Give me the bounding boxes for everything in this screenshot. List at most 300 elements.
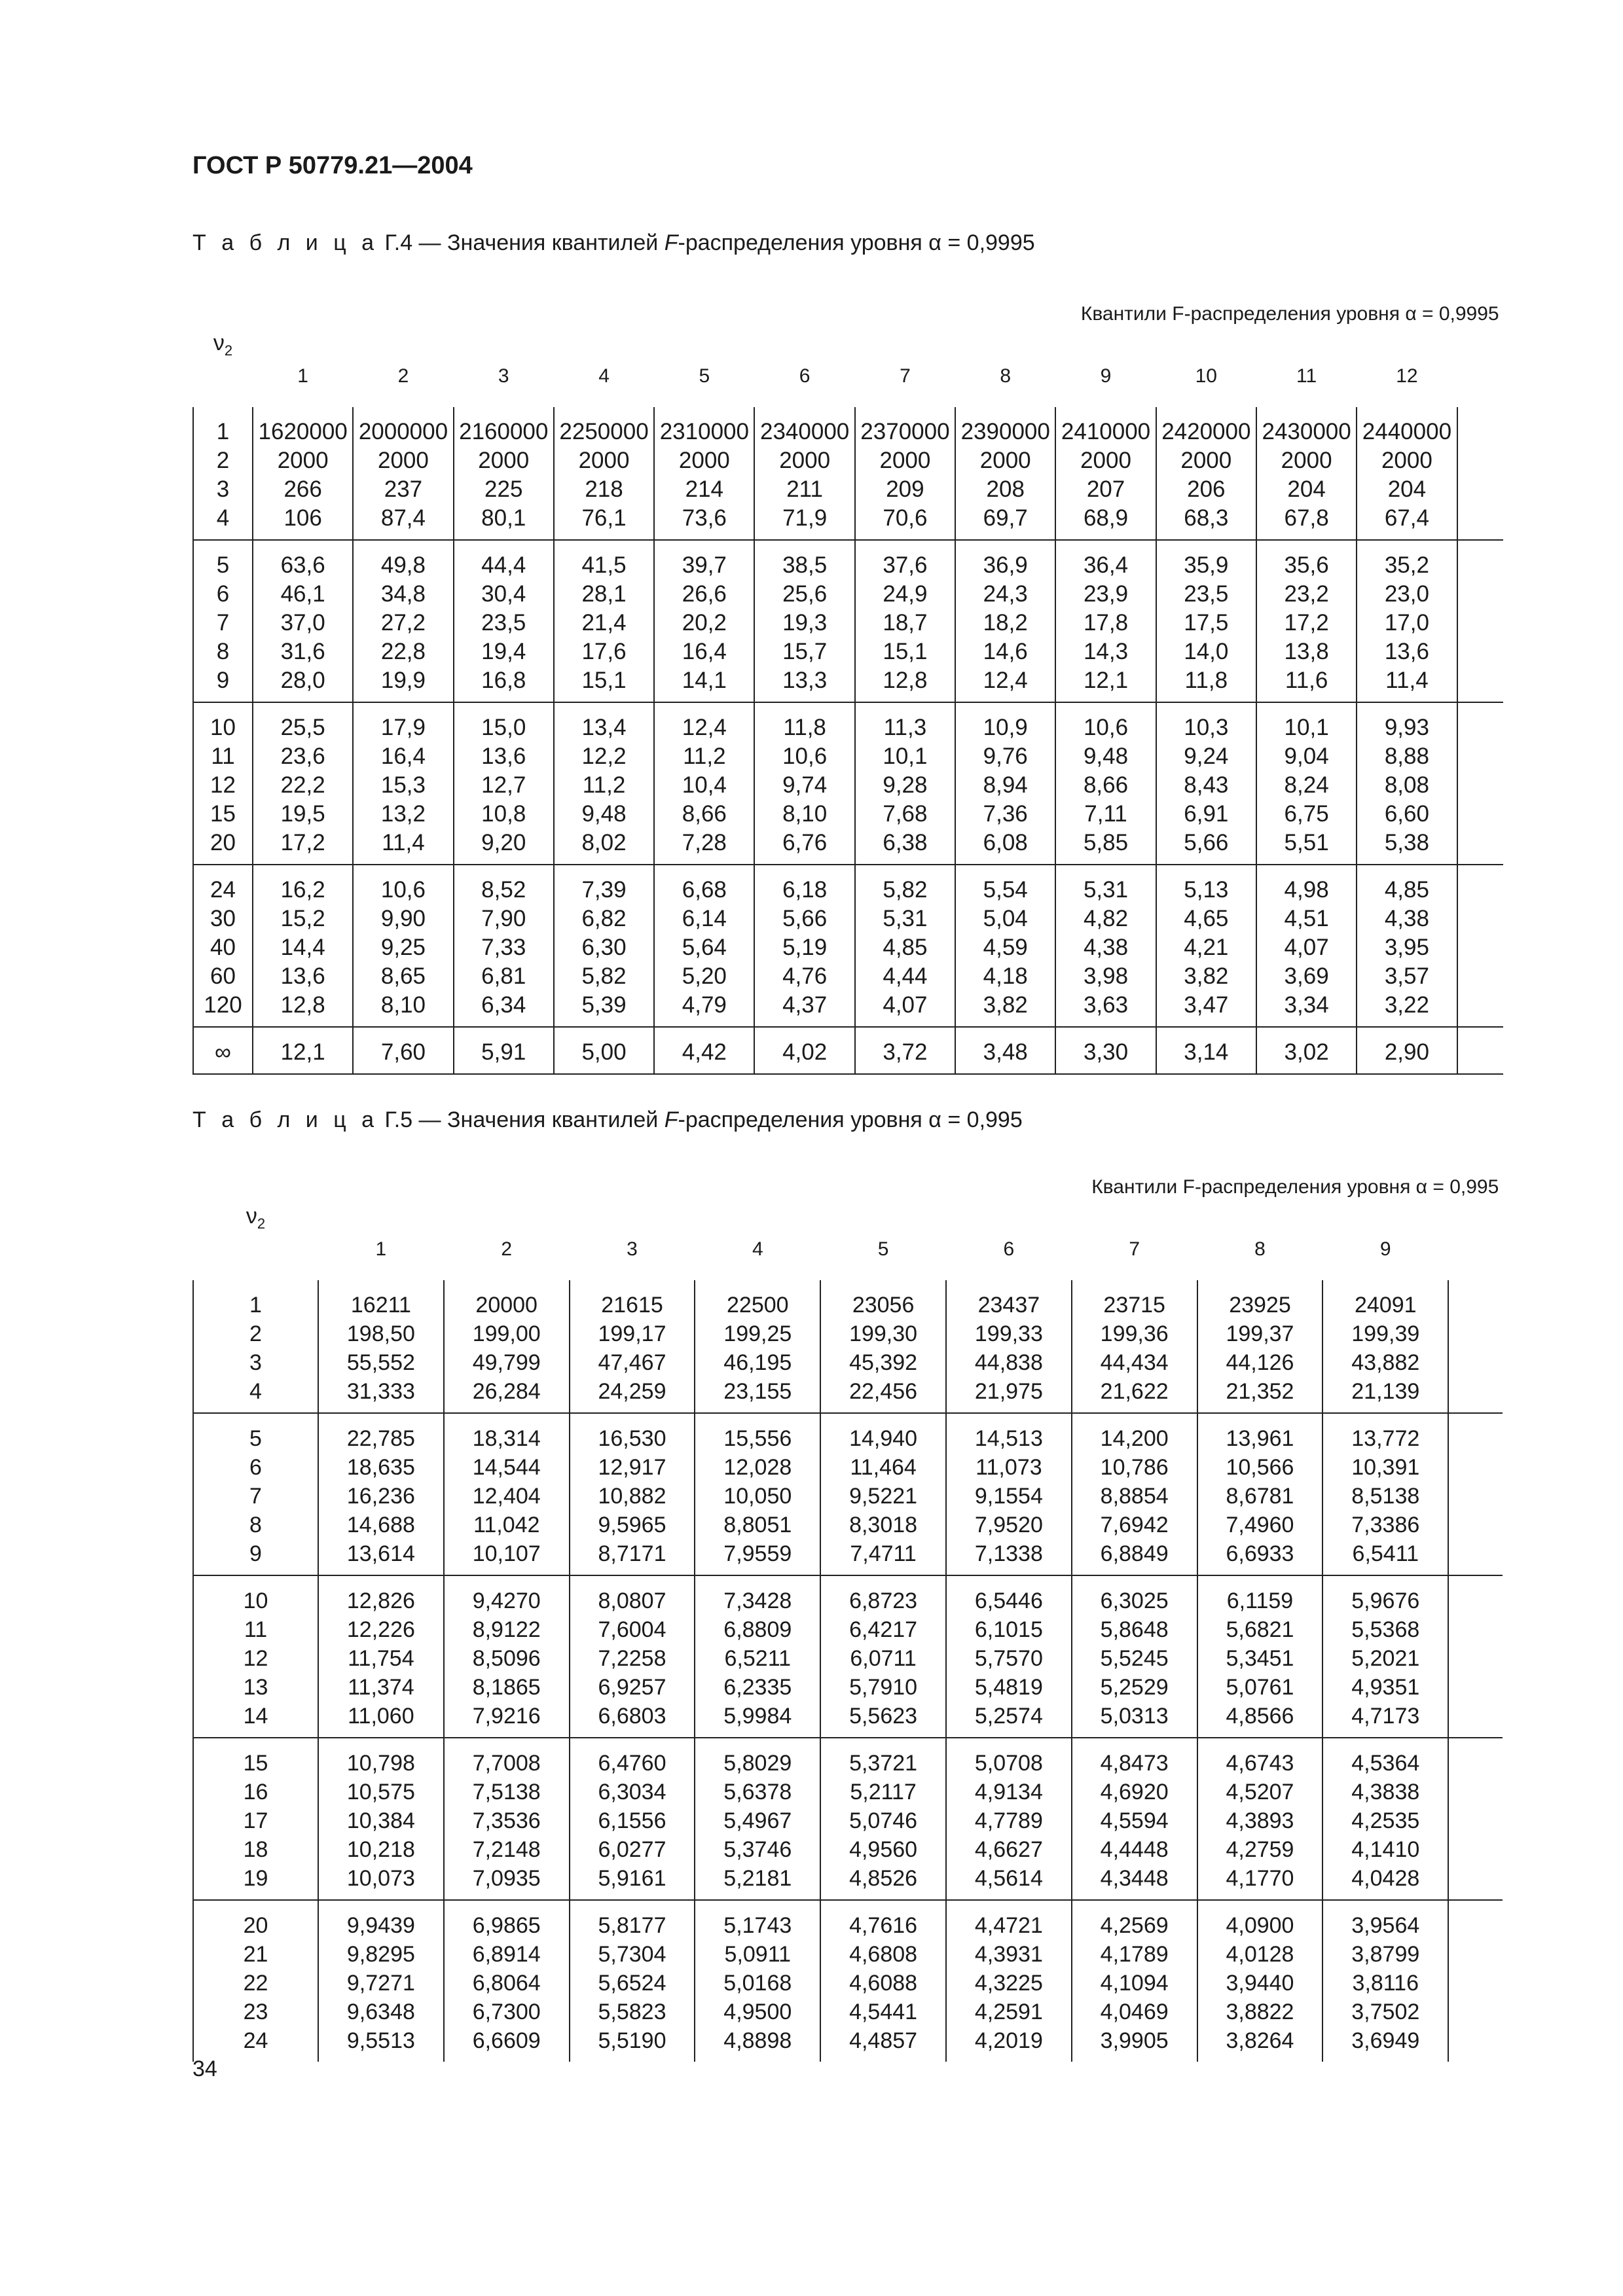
quantile-cell: 38,5	[754, 540, 854, 580]
quantiles-span-header	[318, 1156, 1503, 1219]
quantile-cell: 15,556	[695, 1413, 820, 1453]
quantile-cell: 7,7008	[444, 1738, 570, 1778]
column-header-nu1-8: 8	[1254, 1238, 1266, 1260]
table-row	[193, 1511, 1503, 1539]
quantile-cell: 5,9984	[695, 1702, 820, 1738]
quantile-cell: 10,073	[318, 1864, 444, 1900]
quantile-cell: 4,5594	[1072, 1806, 1197, 1835]
quantile-cell: 49,799	[444, 1348, 570, 1377]
quantile-cell: 5,8648	[1072, 1615, 1197, 1644]
quantile-cell: 225	[454, 475, 554, 504]
quantile-cell: 4,07	[1256, 933, 1357, 962]
quantile-cell: 5,82	[855, 865, 955, 905]
quantile-cell: 10,798	[318, 1738, 444, 1778]
continuation-cell	[1448, 1673, 1503, 1702]
quantile-cell: 5,31	[855, 905, 955, 933]
row-group	[193, 1575, 1503, 1738]
nu2-value: 9	[193, 1539, 318, 1575]
quantile-cell: 7,6942	[1072, 1511, 1197, 1539]
quantile-cell: 21,622	[1072, 1377, 1197, 1413]
quantile-cell: 4,9500	[695, 1998, 820, 2026]
quantile-cell: 4,0469	[1072, 1998, 1197, 2026]
table-row	[193, 1702, 1503, 1738]
column-header-nu1-11: 11	[1296, 365, 1317, 387]
document-header: ГОСТ Р 50779.21—2004	[192, 152, 473, 179]
quantile-cell: 2000000	[353, 407, 453, 446]
quantile-cell: 4,82	[1055, 905, 1156, 933]
quantile-cell: 70,6	[855, 504, 955, 540]
quantile-cell: 23437	[946, 1280, 1072, 1319]
quantile-cell: 28,0	[253, 666, 353, 702]
table-row	[193, 933, 1503, 962]
continuation-cell	[1448, 1511, 1503, 1539]
column-header-nu1-9: 9	[1379, 1238, 1391, 1260]
quantile-cell: 21,975	[946, 1377, 1072, 1413]
table-row	[193, 1453, 1503, 1482]
quantile-cell: 5,5245	[1072, 1644, 1197, 1673]
quantile-cell: 5,13	[1156, 865, 1256, 905]
quantile-cell: 5,04	[955, 905, 1055, 933]
table-row	[193, 1806, 1503, 1835]
quantile-cell: 199,25	[695, 1319, 820, 1348]
quantile-cell: 8,65	[353, 962, 453, 991]
quantile-cell: 199,39	[1322, 1319, 1448, 1348]
quantile-cell: 19,3	[754, 609, 854, 637]
quantile-cell: 3,95	[1357, 933, 1457, 962]
column-header-nu1-4: 4	[752, 1238, 763, 1260]
nu2-value: 7	[193, 1482, 318, 1511]
quantile-cell: 4,3225	[946, 1969, 1072, 1998]
quantile-cell: 4,5441	[820, 1998, 946, 2026]
quantile-cell: 9,90	[353, 905, 453, 933]
quantile-cell: 23925	[1197, 1280, 1323, 1319]
quantile-cell: 22,2	[253, 771, 353, 800]
quantile-cell: 17,0	[1357, 609, 1457, 637]
quantile-cell: 37,6	[855, 540, 955, 580]
quantile-cell: 8,3018	[820, 1511, 946, 1539]
nu2-value: 22	[193, 1969, 318, 1998]
quantile-cell: 6,5446	[946, 1575, 1072, 1615]
quantile-cell: 24,259	[570, 1377, 695, 1413]
row-group	[193, 407, 1503, 540]
table-row	[193, 991, 1503, 1027]
quantile-cell: 3,9564	[1322, 1900, 1448, 1940]
quantile-cell: 15,1	[855, 637, 955, 666]
quantile-cell: 10,107	[444, 1539, 570, 1575]
continuation-cell	[1448, 1702, 1503, 1738]
quantile-cell: 199,17	[570, 1319, 695, 1348]
table-row	[193, 1738, 1503, 1778]
quantile-cell: 4,79	[654, 991, 754, 1027]
quantile-cell: 4,7173	[1322, 1702, 1448, 1738]
quantile-cell: 9,76	[955, 742, 1055, 771]
quantile-cell: 24091	[1322, 1280, 1448, 1319]
quantile-cell: 16,4	[654, 637, 754, 666]
column-header-nu1-1: 1	[375, 1238, 387, 1260]
nu2-value: 2	[193, 1319, 318, 1348]
quantile-cell: 9,1554	[946, 1482, 1072, 1511]
continuation-cell	[1448, 1453, 1503, 1482]
quantile-cell: 4,2591	[946, 1998, 1072, 2026]
quantile-cell: 8,5138	[1322, 1482, 1448, 1511]
quantile-cell: 5,2021	[1322, 1644, 1448, 1673]
quantile-cell: 4,2569	[1072, 1900, 1197, 1940]
quantile-cell: 10,218	[318, 1835, 444, 1864]
quantile-cell: 45,392	[820, 1348, 946, 1377]
quantile-cell: 4,0128	[1197, 1940, 1323, 1969]
quantile-cell: 3,7502	[1322, 1998, 1448, 2026]
quantile-cell: 4,5364	[1322, 1738, 1448, 1778]
quantile-cell: 8,8854	[1072, 1482, 1197, 1511]
quantile-cell: 5,66	[1156, 829, 1256, 865]
table-5	[192, 1156, 1503, 2062]
quantile-cell: 18,314	[444, 1413, 570, 1453]
quantile-cell: 4,3448	[1072, 1864, 1197, 1900]
quantile-cell: 14,940	[820, 1413, 946, 1453]
nu2-value: 5	[193, 1413, 318, 1453]
nu2-value: 23	[193, 1998, 318, 2026]
page-number: 34	[192, 2056, 217, 2081]
quantile-cell: 55,552	[318, 1348, 444, 1377]
quantile-cell: 8,52	[454, 865, 554, 905]
continuation-cell	[1457, 829, 1503, 865]
quantile-cell: 2310000	[654, 407, 754, 446]
continuation-cell	[1448, 1615, 1503, 1644]
continuation-cell	[1457, 475, 1503, 504]
table-row	[193, 475, 1503, 504]
quantile-cell: 41,5	[554, 540, 654, 580]
quantile-cell: 9,5513	[318, 2026, 444, 2062]
quantile-cell: 25,6	[754, 580, 854, 609]
quantile-cell: 5,9676	[1322, 1575, 1448, 1615]
quantile-cell: 9,7271	[318, 1969, 444, 1998]
quantile-cell: 4,6627	[946, 1835, 1072, 1864]
quantile-cell: 3,14	[1156, 1027, 1256, 1074]
quantile-cell: 37,0	[253, 609, 353, 637]
quantile-cell: 36,4	[1055, 540, 1156, 580]
quantile-cell: 2000	[754, 446, 854, 475]
quantile-cell: 5,3746	[695, 1835, 820, 1864]
quantile-cell: 3,6949	[1322, 2026, 1448, 2062]
continuation-cell	[1457, 609, 1503, 637]
continuation-cell	[1448, 1413, 1503, 1453]
table-row	[193, 407, 1503, 446]
quantile-cell: 6,60	[1357, 800, 1457, 829]
quantile-cell: 7,4711	[820, 1539, 946, 1575]
quantile-cell: 199,37	[1197, 1319, 1323, 1348]
quantile-cell: 4,0900	[1197, 1900, 1323, 1940]
quantile-cell: 4,2759	[1197, 1835, 1323, 1864]
quantile-cell: 6,68	[654, 865, 754, 905]
quantile-cell: 9,74	[754, 771, 854, 800]
table-row	[193, 771, 1503, 800]
quantile-cell: 199,00	[444, 1319, 570, 1348]
quantile-cell: 5,2181	[695, 1864, 820, 1900]
column-header-nu1-8: 8	[1000, 365, 1012, 387]
table-4	[192, 283, 1503, 1075]
quantile-cell: 266	[253, 475, 353, 504]
column-header-nu1-6: 6	[1003, 1238, 1015, 1260]
continuation-cell	[1457, 446, 1503, 475]
quantile-cell: 5,0761	[1197, 1673, 1323, 1702]
continuation-cell	[1457, 637, 1503, 666]
nu2-value: 20	[193, 1900, 318, 1940]
quantile-cell: 218	[554, 475, 654, 504]
quantile-cell: 3,9440	[1197, 1969, 1323, 1998]
quantile-cell: 8,66	[654, 800, 754, 829]
column-header-nu1-1: 1	[297, 365, 308, 387]
quantile-cell: 19,4	[454, 637, 554, 666]
quantile-cell: 13,961	[1197, 1413, 1323, 1453]
continuation-cell	[1448, 1319, 1503, 1348]
continuation-cell	[1448, 1806, 1503, 1835]
quantile-cell: 6,30	[554, 933, 654, 962]
quantile-cell: 6,3025	[1072, 1575, 1197, 1615]
nu2-value: 10	[193, 702, 253, 742]
span-header-text: Квантили F-распределения уровня α = 0,995	[1091, 1176, 1499, 1198]
quantile-cell: 4,42	[654, 1027, 754, 1074]
quantile-cell: 6,76	[754, 829, 854, 865]
quantile-cell: 5,5190	[570, 2026, 695, 2062]
quantile-cell: 8,02	[554, 829, 654, 865]
quantile-cell: 68,3	[1156, 504, 1256, 540]
table-row	[193, 1864, 1503, 1900]
continuation-cell	[1457, 407, 1503, 446]
continuation-cell	[1448, 1998, 1503, 2026]
quantile-cell: 12,2	[554, 742, 654, 771]
table-row	[193, 1413, 1503, 1453]
nu2-value: 6	[193, 580, 253, 609]
column-header-nu1-7: 7	[900, 365, 911, 387]
quantile-cell: 5,91	[454, 1027, 554, 1074]
quantile-cell: 13,614	[318, 1539, 444, 1575]
quantile-cell: 5,2529	[1072, 1673, 1197, 1702]
quantile-cell: 69,7	[955, 504, 1055, 540]
quantile-cell: 16,236	[318, 1482, 444, 1511]
quantile-cell: 5,66	[754, 905, 854, 933]
quantile-cell: 4,4721	[946, 1900, 1072, 1940]
quantile-cell: 11,374	[318, 1673, 444, 1702]
quantile-cell: 6,8809	[695, 1615, 820, 1644]
quantile-cell: 4,6808	[820, 1940, 946, 1969]
table-row	[193, 446, 1503, 475]
continuation-cell	[1448, 1940, 1503, 1969]
quantile-cell: 11,754	[318, 1644, 444, 1673]
column-header-nu1-10: 10	[1195, 365, 1217, 387]
quantile-cell: 14,1	[654, 666, 754, 702]
quantile-cell: 4,5614	[946, 1864, 1072, 1900]
quantile-cell: 23715	[1072, 1280, 1197, 1319]
column-header-nu1-9: 9	[1100, 365, 1112, 387]
row-group	[193, 1280, 1503, 1413]
continuation-cell	[1457, 666, 1503, 702]
quantile-cell: 5,54	[955, 865, 1055, 905]
quantile-cell: 6,4217	[820, 1615, 946, 1644]
quantile-cell: 4,1410	[1322, 1835, 1448, 1864]
quantile-cell: 13,6	[454, 742, 554, 771]
quantile-cell: 10,6	[353, 865, 453, 905]
nu2-value: 13	[193, 1673, 318, 1702]
quantile-cell: 16,4	[353, 742, 453, 771]
continuation-cell	[1457, 540, 1503, 580]
quantile-cell: 3,69	[1256, 962, 1357, 991]
quantile-cell: 4,5207	[1197, 1778, 1323, 1806]
quantile-cell: 4,2019	[946, 2026, 1072, 2062]
quantile-cell: 12,7	[454, 771, 554, 800]
quantile-cell: 199,30	[820, 1319, 946, 1348]
quantile-cell: 6,81	[454, 962, 554, 991]
quantile-cell: 17,5	[1156, 609, 1256, 637]
column-header-nu1-2: 2	[501, 1238, 513, 1260]
table-row	[193, 702, 1503, 742]
nu-symbol: ν	[213, 331, 225, 356]
quantile-cell: 11,2	[554, 771, 654, 800]
nu2-value: 4	[193, 504, 253, 540]
quantile-cell: 23,5	[454, 609, 554, 637]
quantile-cell: 12,917	[570, 1453, 695, 1482]
quantile-cell: 6,0711	[820, 1644, 946, 1673]
quantile-cell: 4,9351	[1322, 1673, 1448, 1702]
nu2-value: 4	[193, 1377, 318, 1413]
quantile-cell: 6,14	[654, 905, 754, 933]
quantile-cell: 2390000	[955, 407, 1055, 446]
continuation-cell	[1448, 1377, 1503, 1413]
table-row	[193, 1778, 1503, 1806]
quantile-cell: 4,59	[955, 933, 1055, 962]
quantile-cell: 24,9	[855, 580, 955, 609]
quantile-cell: 67,8	[1256, 504, 1357, 540]
nu2-value: 15	[193, 1738, 318, 1778]
quantile-cell: 11,6	[1256, 666, 1357, 702]
quantile-cell: 5,0313	[1072, 1702, 1197, 1738]
quantile-cell: 2420000	[1156, 407, 1256, 446]
quantile-cell: 16211	[318, 1280, 444, 1319]
quantile-cell: 4,6920	[1072, 1778, 1197, 1806]
quantile-cell: 76,1	[554, 504, 654, 540]
quantile-cell: 6,2335	[695, 1673, 820, 1702]
quantile-cell: 5,2117	[820, 1778, 946, 1806]
quantile-cell: 3,8116	[1322, 1969, 1448, 1998]
quantile-cell: 18,635	[318, 1453, 444, 1482]
quantile-cell: 9,25	[353, 933, 453, 962]
continuation-cell	[1457, 504, 1503, 540]
nu2-value: 20	[193, 829, 253, 865]
quantile-cell: 10,882	[570, 1482, 695, 1511]
continuation-cell	[1457, 865, 1503, 905]
nu2-value: 3	[193, 475, 253, 504]
quantile-cell: 13,2	[353, 800, 453, 829]
quantile-cell: 6,1159	[1197, 1575, 1323, 1615]
caption-text-b: -распределения уровня α = 0,995	[678, 1107, 1023, 1132]
continuation-cell	[1457, 771, 1503, 800]
table-row	[193, 1027, 1503, 1074]
quantile-cell: 4,38	[1357, 905, 1457, 933]
quantile-cell: 3,8822	[1197, 1998, 1323, 2026]
quantile-cell: 4,6088	[820, 1969, 946, 1998]
table-row	[193, 580, 1503, 609]
quantile-cell: 71,9	[754, 504, 854, 540]
nu2-value: 60	[193, 962, 253, 991]
quantile-cell: 6,5411	[1322, 1539, 1448, 1575]
quantile-cell: 2000	[454, 446, 554, 475]
quantile-cell: 3,82	[955, 991, 1055, 1027]
quantile-cell: 199,36	[1072, 1319, 1197, 1348]
quantile-cell: 8,88	[1357, 742, 1457, 771]
quantile-cell: 6,91	[1156, 800, 1256, 829]
quantile-cell: 5,4967	[695, 1806, 820, 1835]
caption-prefix: Т а б л и ц а	[192, 230, 379, 255]
quantile-cell: 9,24	[1156, 742, 1256, 771]
quantile-cell: 2000	[353, 446, 453, 475]
quantile-cell: 6,3034	[570, 1778, 695, 1806]
quantile-cell: 198,50	[318, 1319, 444, 1348]
quantile-cell: 7,2258	[570, 1644, 695, 1673]
quantile-cell: 2000	[1156, 446, 1256, 475]
quantile-cell: 4,8566	[1197, 1702, 1323, 1738]
quantile-cell: 87,4	[353, 504, 453, 540]
quantile-cell: 9,4270	[444, 1575, 570, 1615]
quantile-cell: 68,9	[1055, 504, 1156, 540]
quantile-cell: 13,6	[253, 962, 353, 991]
quantile-cell: 4,37	[754, 991, 854, 1027]
quantile-cell: 11,4	[1357, 666, 1457, 702]
continuation-cell	[1448, 2026, 1503, 2062]
quantile-cell: 3,82	[1156, 962, 1256, 991]
quantile-cell: 14,544	[444, 1453, 570, 1482]
quantile-cell: 7,33	[454, 933, 554, 962]
quantile-cell: 19,5	[253, 800, 353, 829]
nu2-value: 10	[193, 1575, 318, 1615]
quantile-cell: 21615	[570, 1280, 695, 1319]
quantile-cell: 34,8	[353, 580, 453, 609]
quantile-cell: 14,4	[253, 933, 353, 962]
table-row	[193, 1998, 1503, 2026]
quantile-cell: 7,5138	[444, 1778, 570, 1806]
quantile-cell: 12,028	[695, 1453, 820, 1482]
table-row	[193, 829, 1503, 865]
quantile-cell: 199,33	[946, 1319, 1072, 1348]
nu2-header	[193, 1156, 318, 1280]
quantile-cell: 4,07	[855, 991, 955, 1027]
quantile-cell: 7,28	[654, 829, 754, 865]
column-header-nu1-7: 7	[1129, 1238, 1140, 1260]
quantile-cell: 20,2	[654, 609, 754, 637]
quantile-cell: 6,34	[454, 991, 554, 1027]
quantile-cell: 36,9	[955, 540, 1055, 580]
quantile-cell: 9,48	[554, 800, 654, 829]
quantile-cell: 21,4	[554, 609, 654, 637]
quantile-cell: 2000	[1055, 446, 1156, 475]
quantile-cell: 28,1	[554, 580, 654, 609]
quantile-cell: 3,98	[1055, 962, 1156, 991]
quantile-cell: 3,72	[855, 1027, 955, 1074]
quantile-cell: 10,9	[955, 702, 1055, 742]
quantile-cell: 10,1	[1256, 702, 1357, 742]
caption-f: F	[664, 230, 678, 255]
quantile-cell: 10,786	[1072, 1453, 1197, 1482]
quantile-cell: 5,2574	[946, 1702, 1072, 1738]
quantile-cell: 14,200	[1072, 1413, 1197, 1453]
quantile-cell: 16,530	[570, 1413, 695, 1453]
quantile-cell: 5,8177	[570, 1900, 695, 1940]
quantile-cell: 13,3	[754, 666, 854, 702]
quantile-cell: 4,3931	[946, 1940, 1072, 1969]
quantile-cell: 4,8473	[1072, 1738, 1197, 1778]
quantile-cell: 8,08	[1357, 771, 1457, 800]
quantile-cell: 10,050	[695, 1482, 820, 1511]
quantile-cell: 4,1789	[1072, 1940, 1197, 1969]
quantile-cell: 14,513	[946, 1413, 1072, 1453]
